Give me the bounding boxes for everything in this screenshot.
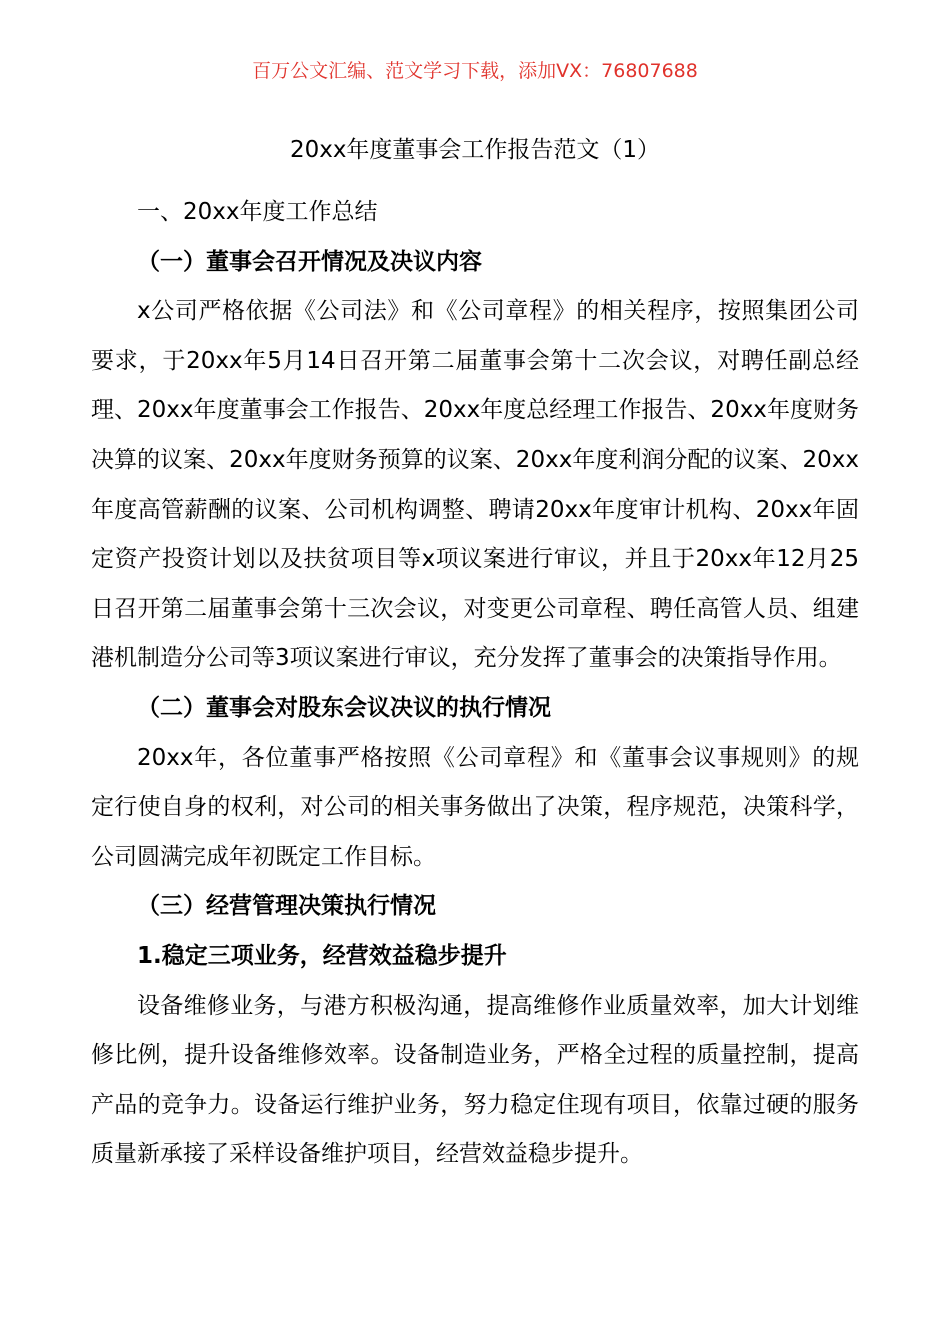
document-title: 20xx年度董事会工作报告范文（1）	[289, 137, 661, 163]
document-body	[91, 188, 859, 1180]
subsection-heading-1: （一）董事会召开情况及决议内容	[137, 248, 482, 275]
subsection-heading-3: （三）经营管理决策执行情况	[137, 893, 436, 920]
section-heading-1: 一、20xx年度工作总结	[137, 199, 378, 225]
subsection-heading-2: （二）董事会对股东会议决议的执行情况	[137, 694, 551, 721]
paragraph-board-meetings: x公司严格依据《公司法》和《公司章程》的相关程序，按照集团公司要求，于20xx年5月14日召开第二届董事会第十二次会议，对聘任副总经理、20xx年度董事会工作报告、20xx年度总经理工作报告、20xx年度财务决算的议案、20xx年度财务预算的议案、20xx年度利润分配的议案、20xx年度高管薪酬的议案、公司机构调整、聘请20xx年度审计机构、20xx年固定资产投资计划以及扶贫项目等x项议案进行审议，并且于20xx年12月25日召开第二届董事会第十三次会议，对变更公司章程、聘任高管人员、组建港机制造分公司等3项议案进行审议，充分发挥了董事会的决策指导作用。	[91, 298, 859, 672]
paragraph-business-stability: 设备维修业务，与港方积极沟通，提高维修作业质量效率，加大计划维修比例，提升设备维修效率。设备制造业务，严格全过程的质量控制，提高产品的竞争力。设备运行维护业务，努力稳定住现有项目，依靠过硬的服务质量新承接了采样设备维护项目，经营效益稳步提升。	[91, 992, 859, 1168]
item-heading-1: 1.稳定三项业务，经营效益稳步提升	[137, 942, 507, 969]
paragraph-resolution-execution: 20xx年，各位董事严格按照《公司章程》和《董事会议事规则》的规定行使自身的权利，对公司的相关事务做出了决策，程序规范，决策科学，公司圆满完成年初既定工作目标。	[91, 744, 859, 870]
watermark-header: 百万公文汇编、范文学习下载，添加VX：76807688	[252, 60, 698, 82]
